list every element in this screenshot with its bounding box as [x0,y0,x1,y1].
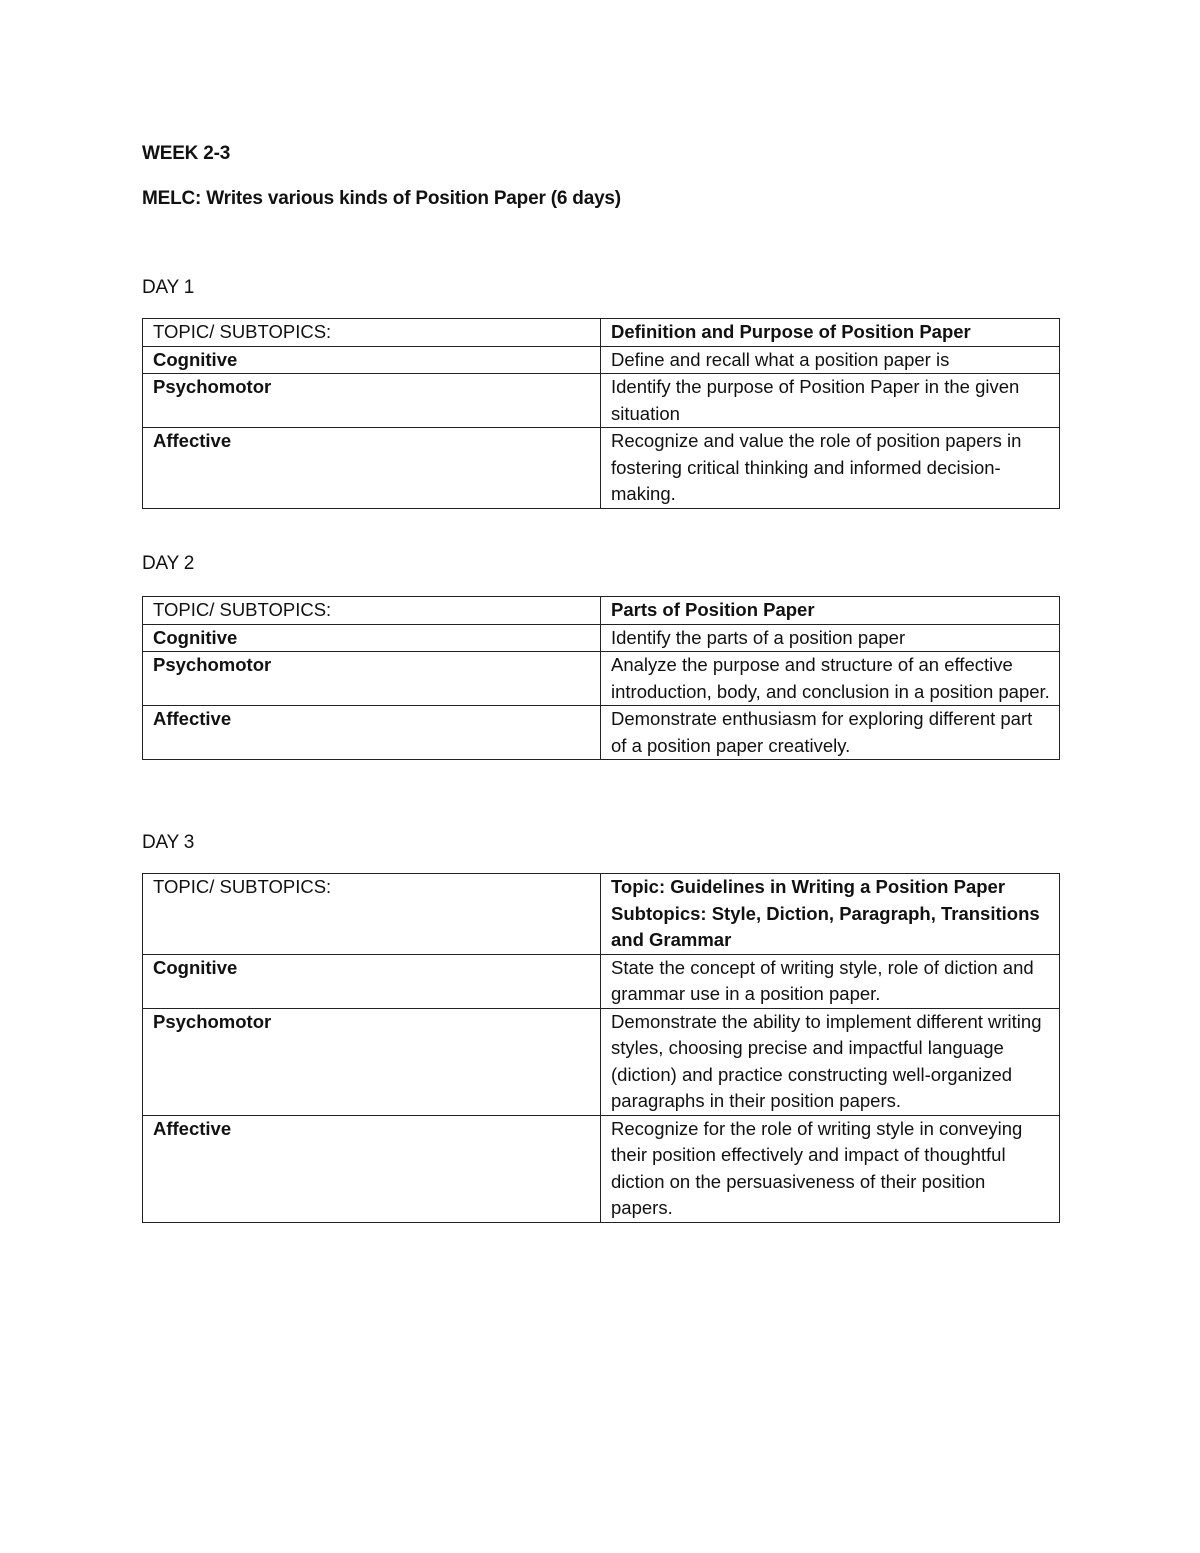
domain-cell: Cognitive [143,624,601,652]
table-row [143,624,1060,652]
objective-cell: Demonstrate enthusiasm for exploring different part of a position paper creatively. [601,706,1060,760]
topic-cell [601,874,1060,955]
objective-cell: Demonstrate the ability to implement different writing styles, choosing precise and impactful language (diction) and practice constructing well-organized paragraphs in their position papers. [601,1008,1060,1115]
day-1-label: DAY 1 [142,277,195,298]
table-row [143,1115,1060,1222]
topic-label-cell: TOPIC/ SUBTOPICS: [143,597,601,625]
domain-cell: Affective [143,1115,601,1222]
table-row [143,874,1060,955]
melc-heading: MELC: Writes various kinds of Position Paper (6 days) [142,188,621,209]
subtopic-line: Subtopics: Style, Diction, Paragraph, Transitions and Grammar [611,902,1040,950]
topic-line: Topic: Guidelines in Writing a Position Paper [611,876,1006,897]
day-3-table [142,873,1060,1223]
topic-line: Definition and Purpose of Position Paper [611,321,971,342]
table-row [143,597,1060,625]
topic-cell [601,319,1060,347]
topic-cell [601,597,1060,625]
table-row [143,652,1060,706]
table-row [143,954,1060,1008]
topic-line: Parts of Position Paper [611,599,815,620]
table-row [143,428,1060,509]
objective-cell: State the concept of writing style, role of diction and grammar use in a position paper. [601,954,1060,1008]
table-row [143,1008,1060,1115]
table-row [143,706,1060,760]
table-row [143,346,1060,374]
domain-cell: Cognitive [143,346,601,374]
topic-label-cell: TOPIC/ SUBTOPICS: [143,319,601,347]
topic-label-cell: TOPIC/ SUBTOPICS: [143,874,601,955]
table-row [143,319,1060,347]
objective-cell: Recognize and value the role of position papers in fostering critical thinking and informed decision-making. [601,428,1060,509]
week-heading: WEEK 2-3 [142,143,231,164]
day-1-table [142,318,1060,509]
day-3-label: DAY 3 [142,832,195,853]
domain-cell: Psychomotor [143,1008,601,1115]
day-2-label: DAY 2 [142,553,195,574]
objective-cell: Identify the purpose of Position Paper in the given situation [601,374,1060,428]
objective-cell: Identify the parts of a position paper [601,624,1060,652]
domain-cell: Psychomotor [143,374,601,428]
objective-cell: Define and recall what a position paper is [601,346,1060,374]
objective-cell: Analyze the purpose and structure of an effective introduction, body, and conclusion in a position paper. [601,652,1060,706]
domain-cell: Cognitive [143,954,601,1008]
domain-cell: Psychomotor [143,652,601,706]
objective-cell: Recognize for the role of writing style in conveying their position effectively and impact of thoughtful diction on the persuasiveness of their position papers. [601,1115,1060,1222]
domain-cell: Affective [143,706,601,760]
table-row [143,374,1060,428]
domain-cell: Affective [143,428,601,509]
day-2-table [142,596,1060,760]
